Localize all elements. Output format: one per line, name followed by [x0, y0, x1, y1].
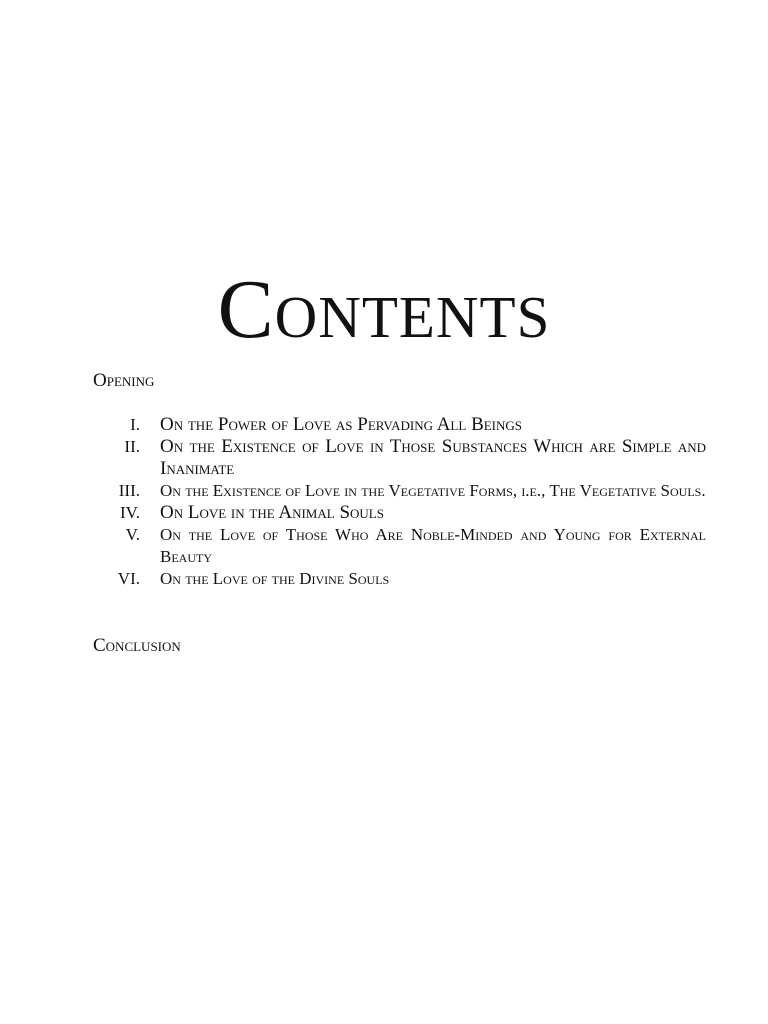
toc-entry-1 — [100, 414, 706, 436]
toc-entry-5 — [100, 524, 706, 568]
toc-entry-2 — [100, 436, 706, 480]
toc-number: VI. — [117, 569, 140, 588]
toc-title: On the Love of the Divine Souls — [160, 569, 390, 588]
toc-number: I. — [130, 415, 140, 434]
section-opening: Opening — [93, 370, 155, 391]
toc-title: On Love in the Animal Souls — [160, 502, 384, 523]
toc-number: IV. — [120, 503, 140, 522]
toc-title: On the Existence of Love in the Vegetative Forms, i.e., The Vegetative Souls. — [160, 481, 706, 500]
toc-number: III. — [118, 481, 140, 500]
toc-number: II. — [124, 437, 140, 456]
toc-number: V. — [125, 525, 140, 544]
toc-title: On the Existence of Love in Those Substances Which are Simple and Inanimate — [160, 436, 706, 479]
toc-title: On the Love of Those Who Are Noble-Minded and Young for External Beauty — [160, 525, 706, 566]
table-of-contents — [100, 414, 706, 590]
toc-entry-4 — [100, 502, 706, 524]
section-conclusion: Conclusion — [93, 635, 181, 656]
toc-entry-3 — [100, 480, 706, 502]
toc-title: On the Power of Love as Pervading All Beings — [160, 414, 523, 435]
page-title: Contents — [217, 263, 551, 356]
toc-entry-6 — [100, 568, 706, 590]
